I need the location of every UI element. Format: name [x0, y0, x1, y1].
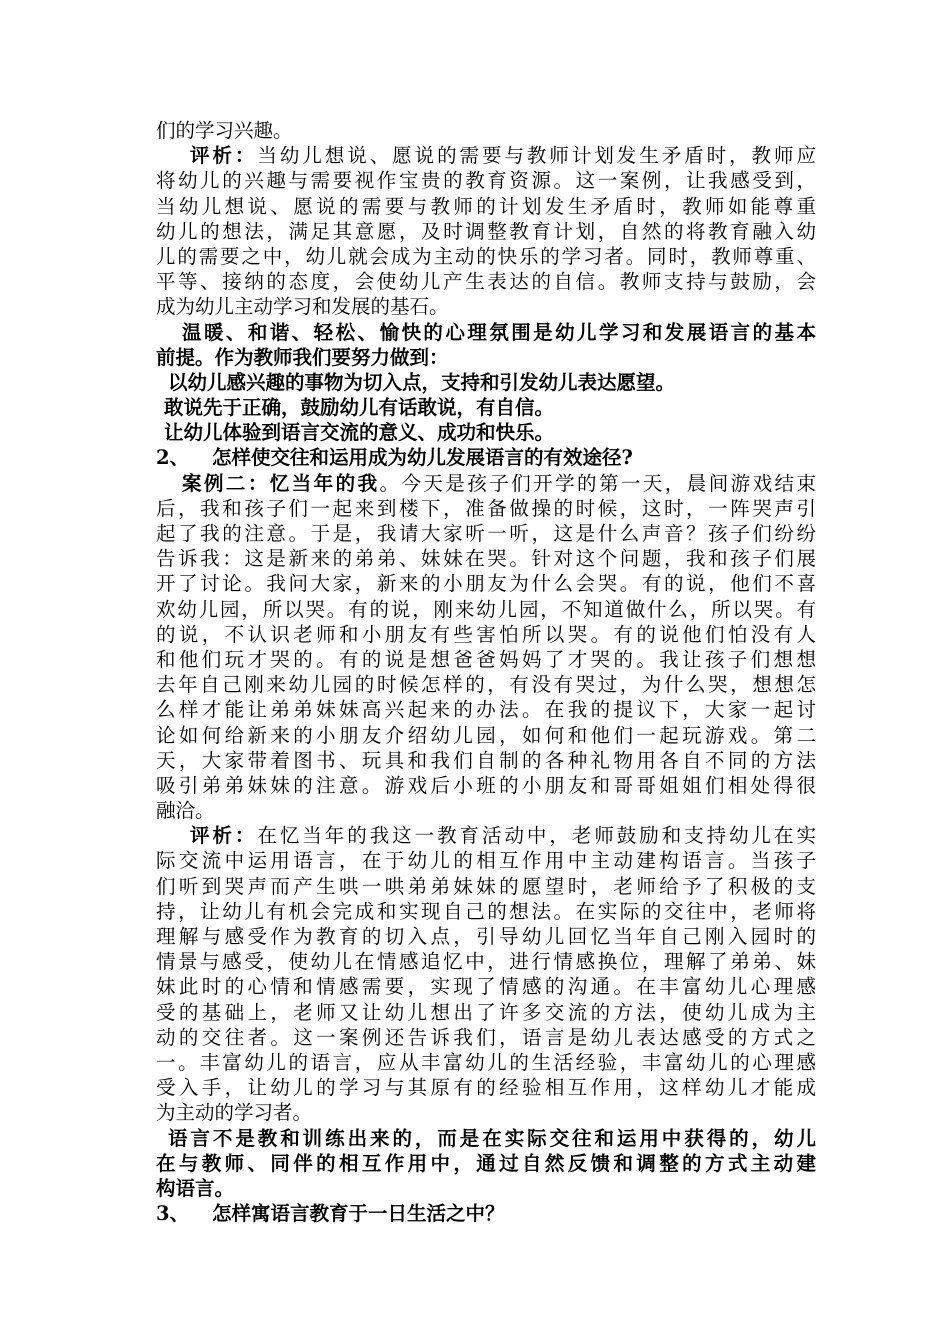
text-line: 幼儿的想法，满足其意愿，及时调整教育计划，自然的将教育融入幼	[156, 219, 816, 243]
text-line: 融洽。	[156, 799, 215, 823]
text-line: 际交流中运用语言，在于幼儿的相互作用中主动建构语言。当孩子	[156, 849, 816, 873]
text-line: 起了我的注意。于是，我请大家听一听，这是什么声音？孩子们纷纷	[156, 522, 816, 545]
text-line: 后，我和孩子们一起来到楼下，准备做操的时候，这时，一阵哭声引	[156, 496, 816, 520]
bold-line: 敢说先于正确，鼓励幼儿有话敢说，有自信。	[164, 396, 555, 420]
text-line: 一。丰富幼儿的语言，应从丰富幼儿的生活经验，丰富幼儿的心理感	[156, 1050, 816, 1074]
bold-line: 让幼儿体验到语言交流的意义、成功和快乐。	[164, 421, 555, 445]
section-number: 3、	[156, 1202, 190, 1226]
section-number: 2、	[156, 446, 190, 470]
text-line	[156, 143, 816, 168]
section-title: 怎样使交往和运用成为幼儿发展语言的有效途径?	[212, 446, 633, 470]
bold-line: 以幼儿感兴趣的事物为切入点，支持和引发幼儿表达愿望。	[168, 370, 676, 394]
text-line: 开了讨论。我问大家，新来的小朋友为什么会哭。有的说，他们不喜	[156, 572, 816, 596]
case-title: 案例二：忆当年的我	[182, 471, 380, 495]
text-line: 的说，不认识老师和小朋友有些害怕所以哭。有的说他们怕没有人	[156, 622, 816, 646]
text-line: 受入手，让幼儿的学习与其原有的经验相互作用，这样幼儿才能成	[156, 1076, 816, 1100]
text-line: 们的学习兴趣。	[156, 119, 293, 142]
bold-line: 构语言。	[156, 1176, 235, 1200]
label-comment: 评析：	[190, 144, 258, 168]
text-line: 吸引弟弟妹妹的注意。游戏后小班的小朋友和哥哥姐姐们相处得很	[156, 773, 816, 797]
text-line: 去年自己刚来幼儿园的时候怎样的，有没有哭过，为什么哭，想想怎	[156, 673, 816, 697]
text-line: 情景与感受，使幼儿在情感追忆中，进行情感换位，理解了弟弟、妹	[156, 950, 816, 974]
text-line: 动的交往者。这一案例还告诉我们，语言是幼儿表达感受的方式之	[156, 1025, 816, 1049]
section-heading	[156, 445, 816, 470]
line-text: 。今天是孩子们开学的第一天，晨间游戏结束	[379, 471, 816, 495]
text-line: 么样才能让弟弟妹妹高兴起来的办法。在我的提议下，大家一起讨	[156, 698, 816, 722]
section-title: 怎样寓语言教育于一日生活之中？	[212, 1202, 505, 1226]
text-line: 儿的需要之中，幼儿就会成为主动的快乐的学习者。同时，教师尊重、	[156, 244, 816, 268]
text-line: 当幼儿想说、愿说的需要与教师的计划发生矛盾时，教师如能尊重	[156, 194, 816, 218]
text-line: 理解与感受作为教育的切入点，引导幼儿回忆当年自己刚入园时的	[156, 925, 816, 948]
bold-line: 语言不是教和训练出来的，而是在实际交往和运用中获得的，幼儿	[168, 1126, 816, 1150]
label-comment: 评析：	[190, 824, 258, 848]
bold-line: 温暖、和谐、轻松、愉快的心理氛围是幼儿学习和发展语言的基本	[182, 320, 816, 344]
line-text: 当幼儿想说、愿说的需要与教师计划发生矛盾时，教师应	[257, 144, 816, 168]
text-line: 们听到哭声而产生哄一哄弟弟妹妹的愿望时，老师给予了积极的支	[156, 874, 816, 898]
text-line	[156, 471, 816, 496]
text-line	[156, 823, 816, 848]
text-line: 为主动的学习者。	[156, 1101, 313, 1125]
text-line: 受的基础上，老师又让幼儿想出了许多交流的方法，使幼儿成为主	[156, 1000, 816, 1024]
section-heading	[156, 1201, 816, 1226]
text-line: 欢幼儿园，所以哭。有的说，刚来幼儿园，不知道做什么，所以哭。有	[156, 597, 816, 621]
text-line: 持，让幼儿有机会完成和实现自己的想法。在实际的交往中，老师将	[156, 899, 816, 923]
text-line: 成为幼儿主动学习和发展的基石。	[156, 295, 449, 319]
text-line: 将幼儿的兴趣与需要视作宝贵的教育资源。这一案例，让我感受到，	[156, 169, 816, 193]
text-line: 和他们玩才哭的。有的说是想爸爸妈妈了才哭的。我让孩子们想想	[156, 647, 816, 671]
text-line: 告诉我：这是新来的弟弟、妹妹在哭。针对这个问题，我和孩子们展	[156, 547, 816, 571]
text-line: 天，大家带着图书、玩具和我们自制的各种礼物用各自不同的方法	[156, 748, 816, 772]
document-page	[156, 118, 816, 1226]
text-line: 论如何给新来的小朋友介绍幼儿园，如何和他们一起玩游戏。第二	[156, 723, 816, 747]
text-line: 妹此时的心情和情感需要，实现了情感的沟通。在丰富幼儿心理感	[156, 975, 816, 999]
bold-line: 在与教师、同伴的相互作用中，通过自然反馈和调整的方式主动建	[156, 1151, 816, 1175]
bold-line: 前提。作为教师我们要努力做到：	[156, 345, 449, 369]
line-text: 在忆当年的我这一教育活动中，老师鼓励和支持幼儿在实	[257, 824, 816, 848]
text-line: 平等、接纳的态度，会使幼儿产生表达的自信。教师支持与鼓励，会	[156, 270, 816, 294]
